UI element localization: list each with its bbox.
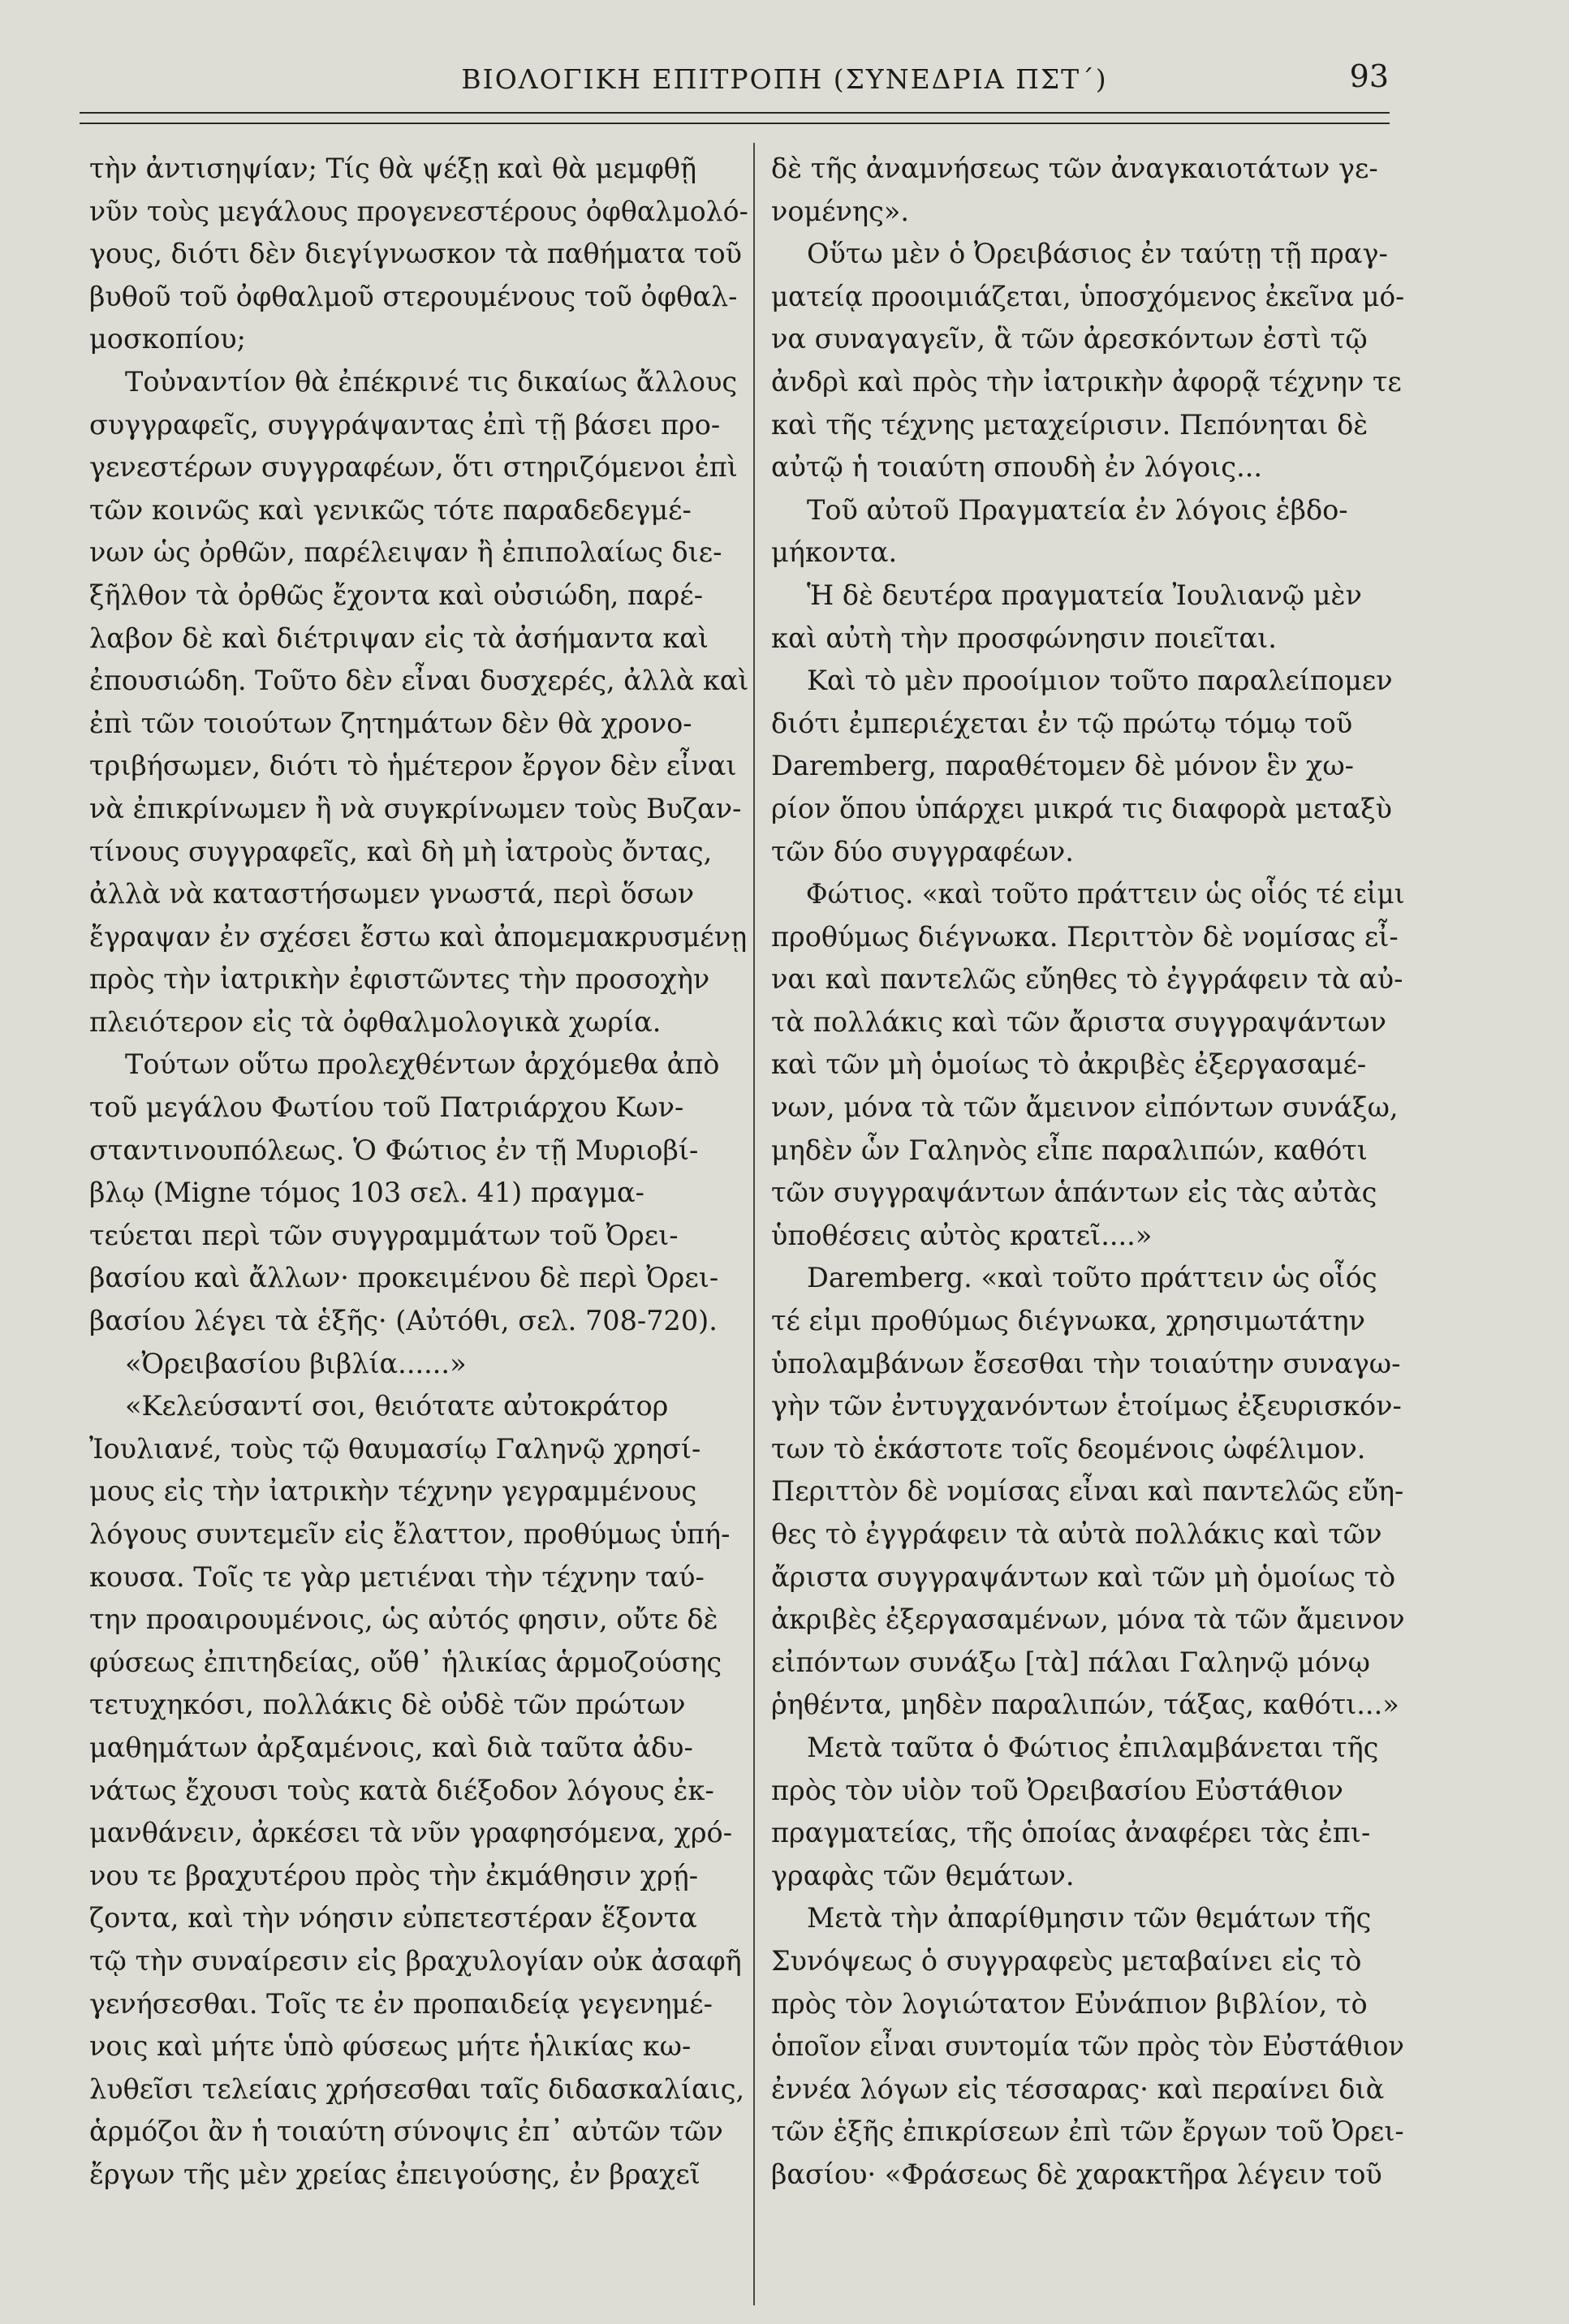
text-line: πραγματείας, τῆς ὁποίας ἀναφέρει τὰς ἐπι- <box>771 1817 1371 1849</box>
text-line: λόγους συντεμεῖν εἰς ἔλαττον, προθύμως ὑπή- <box>89 1518 731 1550</box>
text-line: Τοὐναντίον θὰ ἐπέκρινέ τις δικαίως ἄλλους <box>125 365 738 398</box>
text-line: πρὸς τὴν ἰατρικὴν ἐφιστῶντες τὴν προσοχὴν <box>89 963 710 996</box>
text-line: νων, μόνα τὰ τῶν ἄμεινον εἰπόντων συνάξω, <box>771 1091 1399 1124</box>
text-line: ἀλλὰ νὰ καταστήσωμεν γνωστά, περὶ ὅσων <box>89 878 695 910</box>
text-line: διότι ἐμπεριέχεται ἐν τῷ πρώτῳ τόμῳ τοῦ <box>771 707 1353 739</box>
text-line: τίνους συγγραφεῖς, καὶ δὴ μὴ ἰατροὺς ὄντας, <box>89 835 713 867</box>
text-line: τεύεται περὶ τῶν συγγραμμάτων τοῦ Ὀρει- <box>89 1219 679 1251</box>
text-line: των τὸ ἑκάστοτε τοῖς δεομένοις ὠφέλιμον. <box>771 1432 1366 1465</box>
text-line: τῶν ἑξῆς ἐπικρίσεων ἐπὶ τῶν ἔργων τοῦ Ὀρει- <box>771 2115 1404 2148</box>
text-line: συγγραφεῖς, συγγράψαντας ἐπὶ τῇ βάσει προ- <box>89 408 721 441</box>
text-line: γενεστέρων συγγραφέων, ὅτι στηριζόμενοι ἐπὶ <box>89 451 738 484</box>
text-line: βασίου καὶ ἄλλων· προκειμένου δὲ περὶ Ὀρει- <box>89 1262 719 1294</box>
page-number: 93 <box>1349 58 1389 94</box>
text-line: νων ὡς ὀρθῶν, παρέλειψαν ἢ ἐπιπολαίως διε- <box>89 536 722 569</box>
text-line: βυθοῦ τοῦ ὀφθαλμοῦ στερουμένους τοῦ ὀφθαλ- <box>89 280 738 312</box>
text-line: ὁποῖον εἶναι συντομία τῶν πρὸς τὸν Εὐστάθιον <box>771 2030 1404 2063</box>
text-line: τὰ πολλάκις καὶ τῶν ἄριστα συγγραψάντων <box>771 1005 1386 1038</box>
text-line: νὰ ἐπικρίνωμεν ἢ νὰ συγκρίνωμεν τοὺς Βυζαν- <box>89 792 742 824</box>
text-line: αὐτῷ ἡ τοιαύτη σπουδὴ ἐν λόγοις... <box>771 451 1263 484</box>
text-line: τῶν συγγραψάντων ἁπάντων εἰς τὰς αὐτὰς <box>771 1177 1377 1209</box>
text-line: βασίου λέγει τὰ ἑξῆς· (Αὐτόθι, σελ. 708-720). <box>89 1305 718 1337</box>
text-line: καὶ τῆς τέχνης μεταχείρισιν. Πεπόνηται δὲ <box>771 408 1369 441</box>
right-column <box>771 148 1404 2197</box>
text-line: μήκοντα. <box>771 536 898 569</box>
text-line: βλῳ (Migne τόμος 103 σελ. 41) πραγμα- <box>89 1177 644 1209</box>
text-line: Φώτιος. «καὶ τοῦτο πράττειν ὡς οἷός τέ εἰμι <box>805 878 1405 910</box>
text-line: Daremberg. «καὶ τοῦτο πράττειν ὡς οἷός <box>807 1262 1377 1294</box>
text-line: εἰπόντων συνάξω [τὰ] πάλαι Γαληνῷ μόνῳ <box>771 1646 1370 1678</box>
text-line: φύσεως ἐπιτηδείας, οὔθ᾽ ἡλικίας ἁρμοζούσης <box>89 1646 722 1678</box>
text-line: μηδὲν ὧν Γαληνὸς εἶπε παραλιπών, καθότι <box>771 1134 1368 1166</box>
text-line: ἐπουσιώδη. Τοῦτο δὲν εἶναι δυσχερές, ἀλλὰ καὶ <box>89 665 749 697</box>
text-line: πλειότερον εἰς τὰ ὀφθαλμολογικὰ χωρία. <box>89 1005 662 1038</box>
text-line: νου τε βραχυτέρου πρὸς τὴν ἐκμάθησιν χρῄ- <box>89 1859 699 1891</box>
text-line: ἁρμόζοι ἂν ἡ τοιαύτη σύνοψις ἐπ᾽ αὐτῶν τῶν <box>89 2115 723 2148</box>
text-line: ἐννέα λόγων εἰς τέσσαρας· καὶ περαίνει διὰ <box>771 2072 1385 2105</box>
text-line: προθύμως διέγνωκα. Περιττὸν δὲ νομίσας εἶ- <box>771 920 1399 953</box>
text-line: «Ὀρειβασίου βιβλία......» <box>125 1347 467 1379</box>
text-line: «Κελεύσαντί σοι, θειότατε αὐτοκράτορ <box>125 1390 669 1422</box>
text-line: τέ εἰμι προθύμως διέγνωκα, χρησιμωτάτην <box>771 1305 1365 1337</box>
text-line: γους, διότι δὲν διεγίγνωσκον τὰ παθήματα τοῦ <box>89 238 743 270</box>
left-column <box>89 148 748 2197</box>
text-line: Μετὰ ταῦτα ὁ Φώτιος ἐπιλαμβάνεται τῆς <box>807 1731 1379 1763</box>
text-line: νομένης». <box>771 195 910 227</box>
text-line: Daremberg, παραθέτομεν δὲ μόνον ἓν χω- <box>771 750 1354 782</box>
text-line: τῶν κοινῶς καὶ γενικῶς τότε παραδεδεγμέ- <box>89 493 692 526</box>
text-line: ἀνδρὶ καὶ πρὸς τὴν ἰατρικὴν ἀφορᾷ τέχνην τε <box>771 365 1402 398</box>
text-line: νάτως ἔχουσι τοὺς κατὰ διέξοδον λόγους ἐκ- <box>89 1774 714 1806</box>
text-line: ἔργων τῆς μὲν χρείας ἐπειγούσης, ἐν βραχεῖ <box>89 2158 700 2190</box>
text-line: ματείᾳ προοιμιάζεται, ὑποσχόμενος ἐκεῖνα μό- <box>771 280 1405 312</box>
text-line: ἀκριβὲς ἐξεργασαμένων, μόνα τὰ τῶν ἄμεινον <box>771 1603 1405 1636</box>
text-line: ὑπολαμβάνων ἔσεσθαι τὴν τοιαύτην συναγω- <box>771 1347 1401 1379</box>
text-line: γενήσεσθαι. Τοῖς τε ἐν προπαιδείᾳ γεγενημέ- <box>89 1987 713 2020</box>
text-line: μανθάνειν, ἀρκέσει τὰ νῦν γραφησόμενα, χρό- <box>89 1817 733 1849</box>
text-line: πρὸς τὸν λογιώτατον Εὐνάπιον βιβλίον, τὸ <box>771 1987 1368 2020</box>
text-line: ἔγραψαν ἐν σχέσει ἔστω καὶ ἀπομεμακρυσμένῃ <box>89 920 748 953</box>
text-line: Τοῦ αὐτοῦ Πραγματεία ἐν λόγοις ἑβδο- <box>807 493 1348 526</box>
text-line: νοις καὶ μήτε ὑπὸ φύσεως μήτε ἡλικίας κω- <box>89 2030 692 2063</box>
text-line: μαθημάτων ἀρξαμένοις, καὶ διὰ ταῦτα ἀδυ- <box>89 1731 693 1763</box>
text-line: Μετὰ τὴν ἀπαρίθμησιν τῶν θεμάτων τῆς <box>807 1902 1372 1935</box>
text-line: Ἰουλιανέ, τοὺς τῷ θαυμασίῳ Γαληνῷ χρησί- <box>89 1432 701 1465</box>
text-line: τῶν δύο συγγραφέων. <box>771 835 1074 867</box>
text-line: λυθεῖσι τελείαις χρήσεσθαι ταῖς διδασκαλίαις, <box>89 2072 745 2105</box>
text-line: να συναγαγεῖν, ἃ τῶν ἀρεσκόντων ἐστὶ τῷ <box>771 323 1368 355</box>
text-line: καὶ αὐτὴ τὴν προσφώνησιν ποιεῖται. <box>771 622 1277 654</box>
text-line: ζοντα, καὶ τὴν νόησιν εὐπετεστέραν ἕξοντα <box>89 1902 697 1935</box>
text-line: την προαιρουμένοις, ὡς αὐτός φησιν, οὔτε δὲ <box>89 1603 718 1636</box>
text-line: ρίον ὅπου ὑπάρχει μικρά τις διαφορὰ μεταξὺ <box>771 792 1393 824</box>
header-rule-top <box>80 112 1390 114</box>
text-line: ναι καὶ παντελῶς εὔηθες τὸ ἐγγράφειν τὰ αὐ- <box>771 963 1403 996</box>
text-line: γραφὰς τῶν θεμάτων. <box>771 1859 1075 1891</box>
text-line: νῦν τοὺς μεγάλους προγενεστέρους ὀφθαλμολό- <box>89 195 748 227</box>
text-line: γὴν τῶν ἐντυγχανόντων ἑτοίμως ἐξευρισκόν- <box>771 1390 1402 1422</box>
text-line: βασίου· «Φράσεως δὲ χαρακτῆρα λέγειν τοῦ <box>771 2158 1382 2190</box>
text-line: Καὶ τὸ μὲν προοίμιον τοῦτο παραλείπομεν <box>807 665 1393 697</box>
text-line: τριβήσωμεν, διότι τὸ ἡμέτερον ἔργον δὲν εἶναι <box>89 750 737 782</box>
text-line: μους εἰς τὴν ἰατρικὴν τέχνην γεγραμμένους <box>89 1475 697 1508</box>
running-header: ΒΙΟΛΟΓΙΚΗ ΕΠΙΤΡΟΠΗ (ΣΥΝΕΔΡΙΑ ΠΣΤ΄) <box>461 63 1108 95</box>
text-line: Περιττὸν δὲ νομίσας εἶναι καὶ παντελῶς εὔη- <box>771 1475 1404 1508</box>
text-line: θες τὸ ἐγγράφειν τὰ αὐτὰ πολλάκις καὶ τῶν <box>771 1518 1382 1550</box>
text-line: καὶ τῶν μὴ ὁμοίως τὸ ἀκριβὲς ἐξεργασαμέ- <box>771 1048 1367 1081</box>
text-line: τοῦ μεγάλου Φωτίου τοῦ Πατριάρχου Κων- <box>89 1091 684 1124</box>
header-rule-bottom <box>80 123 1390 124</box>
text-line: Ἡ δὲ δευτέρα πραγματεία Ἰουλιανῷ μὲν <box>807 579 1362 611</box>
text-line: πρὸς τὸν υἱὸν τοῦ Ὀρειβασίου Εὐστάθιον <box>771 1774 1343 1806</box>
text-line: δὲ τῆς ἀναμνήσεως τῶν ἀναγκαιοτάτων γε- <box>771 153 1378 184</box>
text-line: τετυχηκόσι, πολλάκις δὲ οὐδὲ τῶν πρώτων <box>89 1689 686 1721</box>
text-line: τὴν ἀντισηψίαν; Τίς θὰ ψέξῃ καὶ θὰ μεμφθῇ <box>89 153 697 184</box>
text-line: ἄριστα συγγραψάντων καὶ τῶν μὴ ὁμοίως τὸ <box>771 1560 1396 1593</box>
text-line: Οὕτω μὲν ὁ Ὀρειβάσιος ἐν ταύτῃ τῇ πραγ- <box>807 238 1388 270</box>
text-line: Συνόψεως ὁ συγγραφεὺς μεταβαίνει εἰς τὸ <box>771 1944 1362 1977</box>
column-divider <box>753 143 755 2305</box>
text-line: Τούτων οὕτω προλεχθέντων ἀρχόμεθα ἀπὸ <box>125 1048 720 1081</box>
text-line: λαβον δὲ καὶ διέτριψαν εἰς τὰ ἀσήμαντα καὶ <box>89 622 709 654</box>
text-line: κουσα. Τοῖς τε γὰρ μετιέναι τὴν τέχνην ταύ- <box>89 1560 705 1593</box>
text-line: τῷ τὴν συναίρεσιν εἰς βραχυλογίαν οὐκ ἀσαφῆ <box>89 1944 742 1977</box>
text-line: ξῆλθον τὰ ὀρθῶς ἔχοντα καὶ οὐσιώδη, παρέ- <box>89 579 704 611</box>
text-line: ἐπὶ τῶν τοιούτων ζητημάτων δὲν θὰ χρονο- <box>89 707 692 739</box>
text-line: ῥηθέντα, μηδὲν παραλιπών, τάξας, καθότι...» <box>771 1689 1399 1721</box>
text-line: μοσκοπίου; <box>89 323 246 355</box>
text-line: ὑποθέσεις αὐτὸς κρατεῖ....» <box>771 1219 1153 1251</box>
text-line: σταντινουπόλεως. Ὁ Φώτιος ἐν τῇ Μυριοβί- <box>89 1134 699 1166</box>
